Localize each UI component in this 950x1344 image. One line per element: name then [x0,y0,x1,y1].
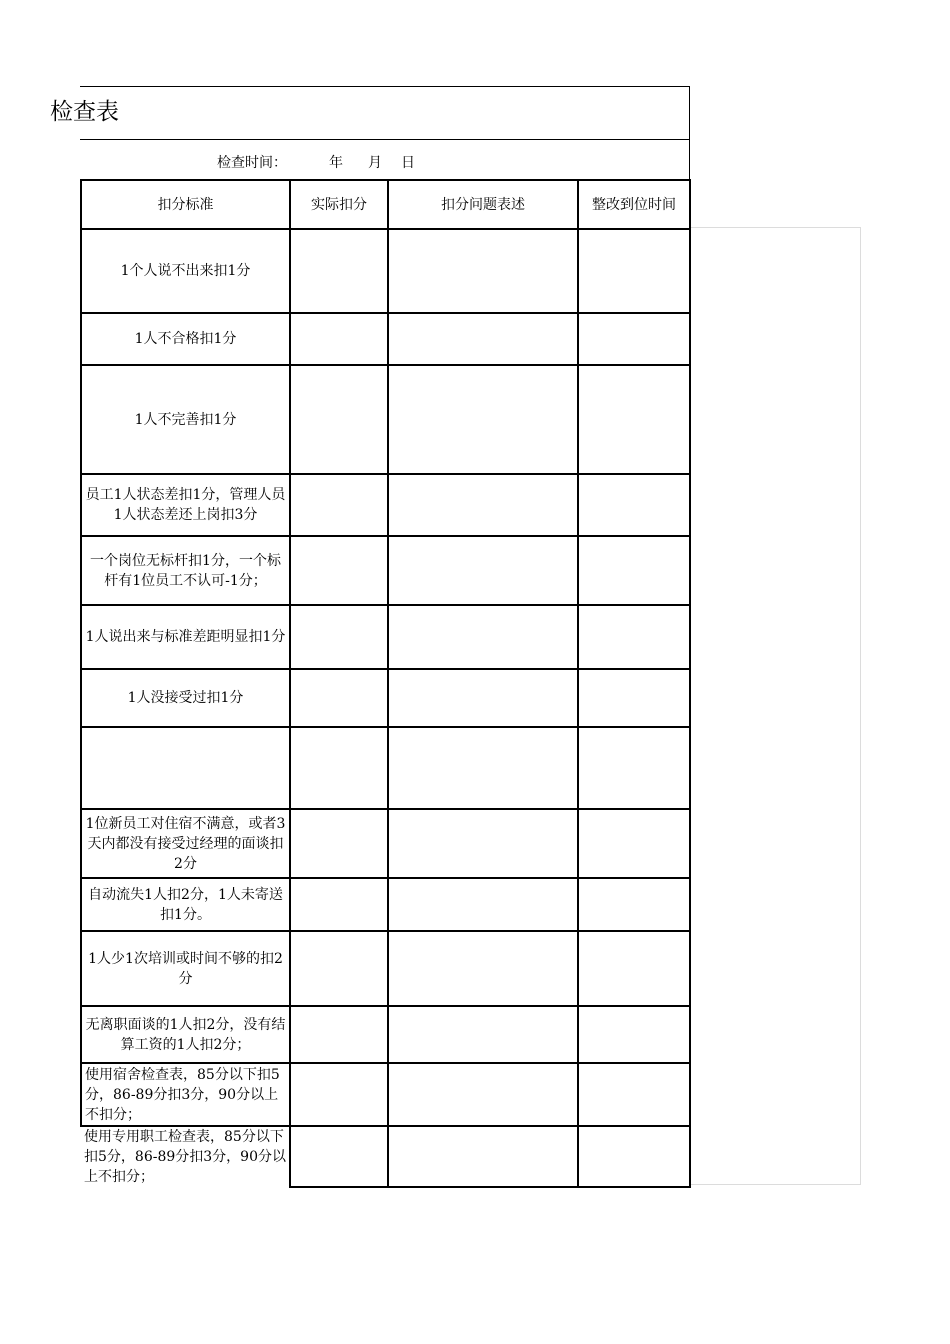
actual-deduction-cell[interactable] [290,536,388,605]
title-divider [80,139,690,140]
table-header-row [81,180,690,229]
day-label: 日 [401,155,415,171]
header-problem-description: 扣分问题表述 [388,180,578,229]
rectification-time-cell[interactable] [578,878,690,931]
table-row [81,605,690,669]
problem-description-cell[interactable] [388,474,578,536]
table-row [81,229,690,313]
year-label: 年 [329,155,343,171]
standard-cell [81,727,290,809]
rectification-time-cell[interactable] [578,605,690,669]
problem-description-cell[interactable] [388,878,578,931]
rectification-time-cell[interactable] [578,365,690,474]
rectification-time-cell[interactable] [578,727,690,809]
sheet-boundary-top [690,227,861,228]
rectification-time-cell[interactable] [578,1126,690,1187]
problem-description-cell[interactable] [388,1063,578,1126]
inspection-table [80,179,691,1188]
actual-deduction-cell[interactable] [290,1006,388,1063]
problem-description-cell[interactable] [388,605,578,669]
rectification-time-cell[interactable] [578,313,690,365]
table-row [81,1126,690,1187]
standard-cell: 无离职面谈的1人扣2分，没有结算工资的1人扣2分； [81,1006,290,1063]
table-row [81,1006,690,1063]
rectification-time-cell[interactable] [578,931,690,1006]
problem-description-cell[interactable] [388,931,578,1006]
standard-cell: 1位新员工对住宿不满意，或者3天内都没有接受过经理的面谈扣2分 [81,809,290,878]
rectification-time-cell[interactable] [578,809,690,878]
actual-deduction-cell[interactable] [290,931,388,1006]
table-row [81,809,690,878]
problem-description-cell[interactable] [388,1006,578,1063]
table-row [81,536,690,605]
problem-description-cell[interactable] [388,365,578,474]
table-row [81,669,690,727]
standard-cell: 1个人说不出来扣1分 [81,229,290,313]
actual-deduction-cell[interactable] [290,605,388,669]
table-row [81,365,690,474]
page-title: 检查表 [50,99,119,125]
table-row [81,474,690,536]
standard-cell: 员工1人状态差扣1分，管理人员1人状态差还上岗扣3分 [81,474,290,536]
rectification-time-cell[interactable] [578,229,690,313]
month-label: 月 [368,155,382,171]
rectification-time-cell[interactable] [578,669,690,727]
standard-cell: 使用宿舍检查表，85分以下扣5分，86-89分扣3分，90分以上不扣分； [81,1063,290,1126]
table-row [81,313,690,365]
table-row [81,727,690,809]
header-standard: 扣分标准 [81,180,290,229]
problem-description-cell[interactable] [388,536,578,605]
actual-deduction-cell[interactable] [290,365,388,474]
standard-cell: 一个岗位无标杆扣1分，一个标杆有1位员工不认可-1分； [81,536,290,605]
rectification-time-cell[interactable] [578,1063,690,1126]
problem-description-cell[interactable] [388,229,578,313]
inspection-time-row [0,152,950,172]
actual-deduction-cell[interactable] [290,313,388,365]
actual-deduction-cell[interactable] [290,669,388,727]
rectification-time-cell[interactable] [578,474,690,536]
actual-deduction-cell[interactable] [290,727,388,809]
table-row [81,931,690,1006]
inspection-time-label: 检查时间： [217,155,287,171]
rectification-time-cell[interactable] [578,1006,690,1063]
problem-description-cell[interactable] [388,1126,578,1187]
actual-deduction-cell[interactable] [290,809,388,878]
standard-cell: 1人说出来与标准差距明显扣1分 [81,605,290,669]
standard-cell: 使用专用职工检查表，85分以下扣5分，86-89分扣3分，90分以上不扣分； [81,1126,290,1187]
standard-cell: 1人少1次培训或时间不够的扣2分 [81,931,290,1006]
sheet-boundary-bottom [690,1184,861,1185]
problem-description-cell[interactable] [388,809,578,878]
standard-cell: 自动流失1人扣2分，1人未寄送扣1分。 [81,878,290,931]
actual-deduction-cell[interactable] [290,878,388,931]
table-row [81,878,690,931]
standard-cell: 1人不合格扣1分 [81,313,290,365]
sheet-boundary-right [860,227,861,1185]
top-border [80,86,690,87]
table-row [81,1063,690,1126]
rectification-time-cell[interactable] [578,536,690,605]
standard-cell: 1人不完善扣1分 [81,365,290,474]
actual-deduction-cell[interactable] [290,1063,388,1126]
standard-cell: 1人没接受过扣1分 [81,669,290,727]
header-actual-deduction: 实际扣分 [290,180,388,229]
problem-description-cell[interactable] [388,727,578,809]
problem-description-cell[interactable] [388,669,578,727]
problem-description-cell[interactable] [388,313,578,365]
actual-deduction-cell[interactable] [290,229,388,313]
actual-deduction-cell[interactable] [290,1126,388,1187]
header-rectification-time: 整改到位时间 [578,180,690,229]
actual-deduction-cell[interactable] [290,474,388,536]
